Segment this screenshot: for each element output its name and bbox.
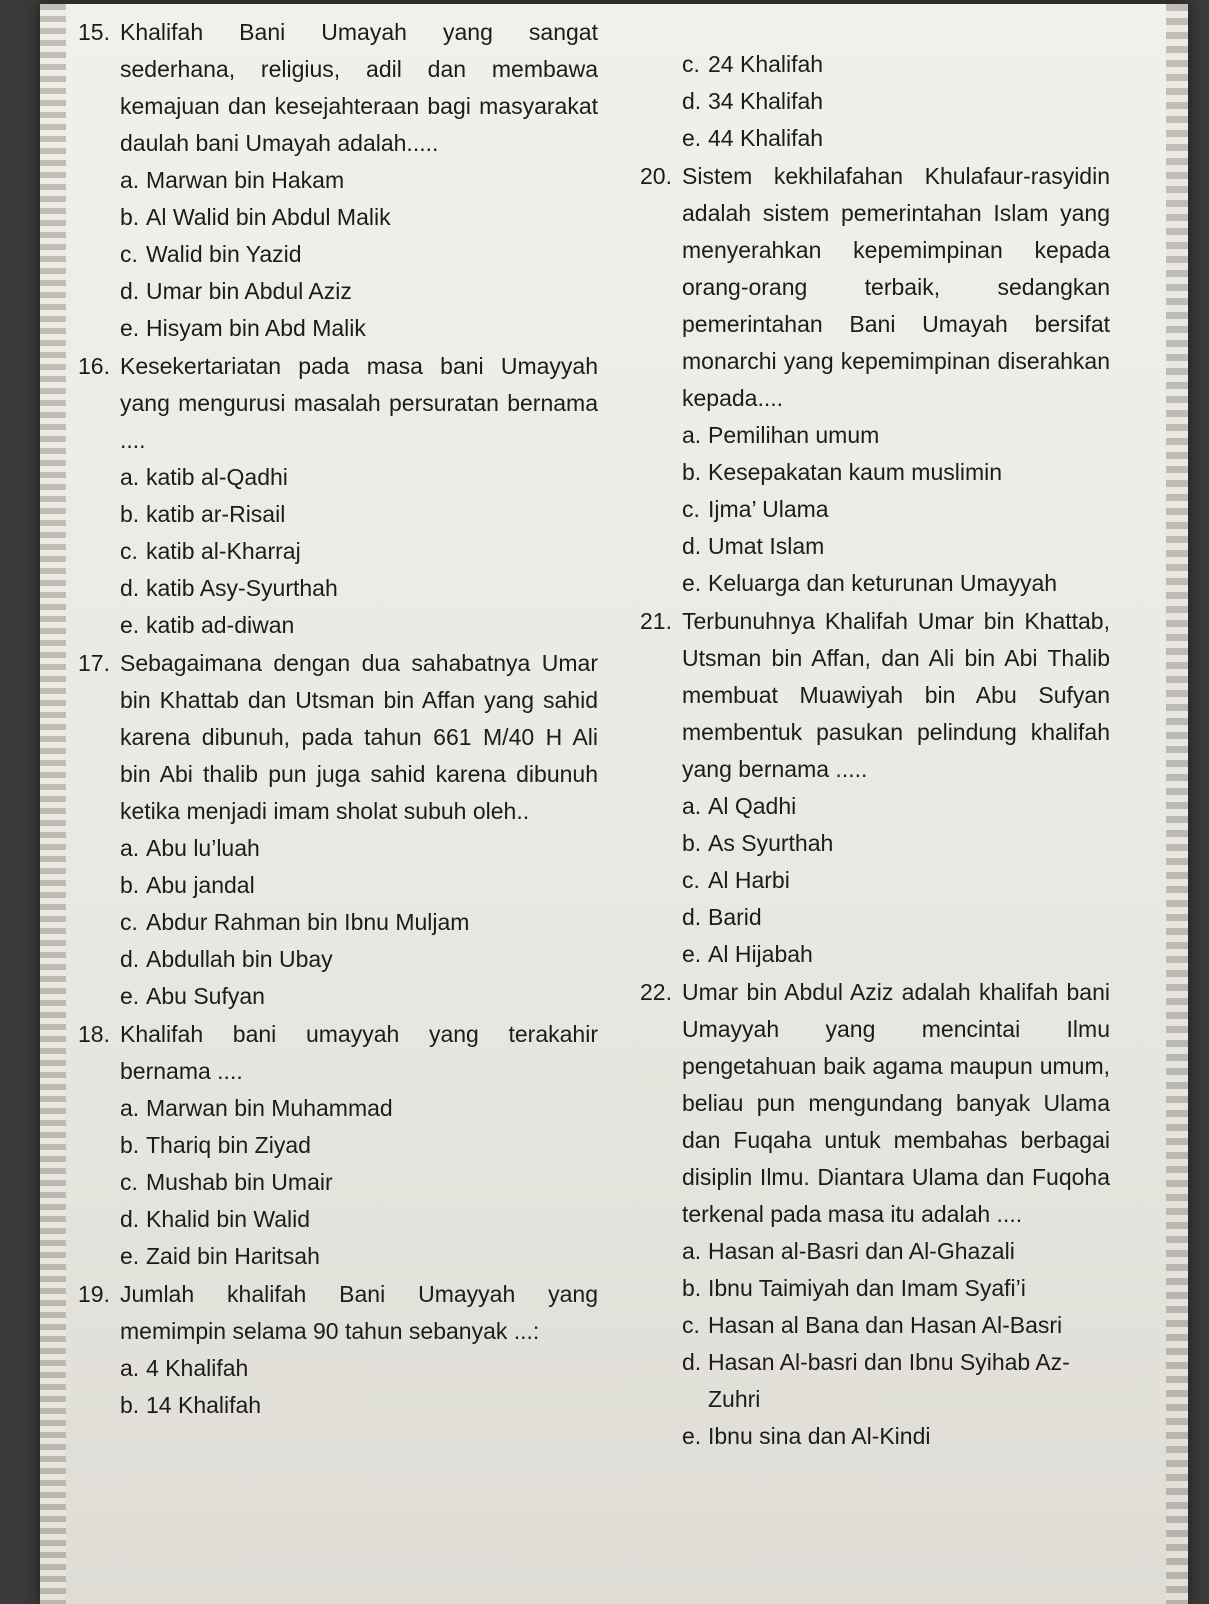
option-d	[682, 899, 1110, 936]
option-letter: e.	[120, 612, 140, 638]
option-text: Walid bin Yazid	[146, 241, 302, 267]
option-a	[120, 459, 598, 496]
option-letter: b.	[120, 1132, 140, 1158]
option-letter: b.	[120, 1392, 140, 1418]
question-number: 17.	[78, 650, 110, 676]
option-text: Al Qadhi	[708, 793, 797, 819]
option-text: Khalid bin Walid	[146, 1206, 311, 1232]
option-d	[120, 941, 598, 978]
option-text: Abu Sufyan	[146, 983, 265, 1009]
option-c	[120, 1164, 598, 1201]
option-d	[120, 1201, 598, 1238]
option-b	[120, 496, 598, 533]
option-a	[682, 1233, 1110, 1270]
option-letter: b.	[682, 459, 702, 485]
option-letter: e.	[120, 983, 140, 1009]
option-letter: c.	[682, 496, 700, 522]
option-text: Hasan Al-basri dan Ibnu Syihab Az-Zuhri	[708, 1349, 1070, 1412]
option-letter: b.	[120, 501, 140, 527]
question-number: 18.	[78, 1021, 110, 1047]
option-letter: c.	[682, 1312, 700, 1338]
option-text: katib al-Qadhi	[146, 464, 288, 490]
option-text: As Syurthah	[708, 830, 834, 856]
option-d	[120, 570, 598, 607]
option-letter: c.	[120, 909, 138, 935]
option-e	[120, 978, 598, 1015]
option-text: Al Hijabah	[708, 941, 813, 967]
option-a	[120, 1350, 598, 1387]
option-text: Ijma’ Ulama	[708, 496, 829, 522]
option-letter: d.	[682, 88, 702, 114]
option-text: Hasan al Bana dan Hasan Al-Basri	[708, 1312, 1063, 1338]
option-letter: e.	[120, 315, 140, 341]
option-text: katib Asy-Syurthah	[146, 575, 338, 601]
question-18	[78, 1016, 598, 1275]
option-a	[682, 788, 1110, 825]
option-e	[682, 936, 1110, 973]
binder-edge-left	[40, 4, 66, 1604]
option-letter: e.	[120, 1243, 140, 1269]
option-letter: c.	[120, 241, 138, 267]
option-e	[682, 120, 1110, 157]
option-text: Al Harbi	[708, 867, 790, 893]
option-letter: d.	[120, 1206, 140, 1232]
question-text: Sebagaimana dengan dua sahabatnya Umar bin Khattab dan Utsman bin Affan yang sahid karena dibunuh, pada tahun 661 M/40 H Ali bin Abi thalib pun juga sahid karena dibunuh ketika menjadi imam sholat subuh oleh..	[120, 650, 598, 824]
question-number: 21.	[640, 608, 672, 634]
option-c	[682, 491, 1110, 528]
question-number: 22.	[640, 979, 672, 1005]
option-d	[682, 528, 1110, 565]
option-letter: d.	[682, 904, 702, 930]
question-number: 16.	[78, 353, 110, 379]
option-text: 4 Khalifah	[146, 1355, 249, 1381]
option-c	[682, 46, 1110, 83]
option-letter: b.	[120, 204, 140, 230]
option-text: Keluarga dan keturunan Umayyah	[708, 570, 1058, 596]
option-text: katib ad-diwan	[146, 612, 295, 638]
option-text: Ibnu sina dan Al-Kindi	[708, 1423, 931, 1449]
option-text: Kesepakatan kaum muslimin	[708, 459, 1003, 485]
option-letter: d.	[120, 575, 140, 601]
question-text: Jumlah khalifah Bani Umayyah yang memimpin selama 90 tahun sebanyak ...:	[120, 1281, 598, 1344]
option-letter: d.	[120, 278, 140, 304]
option-letter: d.	[682, 533, 702, 559]
right-column	[640, 46, 1110, 1456]
option-letter: d.	[682, 1349, 702, 1375]
option-letter: a.	[120, 167, 140, 193]
option-letter: a.	[682, 793, 702, 819]
option-letter: b.	[682, 830, 702, 856]
option-e	[120, 1238, 598, 1275]
option-b	[682, 454, 1110, 491]
question-number: 20.	[640, 163, 672, 189]
option-c	[120, 533, 598, 570]
option-text: katib ar-Risail	[146, 501, 286, 527]
option-c	[120, 236, 598, 273]
option-text: Abu jandal	[146, 872, 255, 898]
question-text: Sistem kekhilafahan Khulafaur-rasyidin adalah sistem pemerintahan Islam yang menyerahkan kepemimpinan kepada orang-orang terbaik, sedangkan pemerintahan Bani Umayah bersifat monarchi yang kepemimpinan diserahkan kepada....	[682, 163, 1110, 411]
option-a	[120, 162, 598, 199]
question-text: Khalifah bani umayyah yang terakahir bernama ....	[120, 1021, 598, 1084]
left-column	[78, 14, 598, 1425]
option-letter: b.	[682, 1275, 702, 1301]
option-b	[120, 1387, 598, 1424]
option-letter: c.	[120, 538, 138, 564]
question-22	[640, 974, 1110, 1455]
option-letter: e.	[682, 570, 702, 596]
option-b	[120, 1127, 598, 1164]
option-e	[120, 607, 598, 644]
option-text: 44 Khalifah	[708, 125, 824, 151]
option-e	[120, 310, 598, 347]
option-text: Al Walid bin Abdul Malik	[146, 204, 391, 230]
option-letter: a.	[120, 1095, 140, 1121]
option-a	[120, 1090, 598, 1127]
option-letter: e.	[682, 125, 702, 151]
question-number: 15.	[78, 19, 110, 45]
option-text: Mushab bin Umair	[146, 1169, 333, 1195]
option-text: Hasan al-Basri dan Al-Ghazali	[708, 1238, 1015, 1264]
option-letter: e.	[682, 941, 702, 967]
question-17	[78, 645, 598, 1015]
question-number: 19.	[78, 1281, 110, 1307]
option-text: Umar bin Abdul Aziz	[146, 278, 352, 304]
question-text: Kesekertariatan pada masa bani Umayyah yang mengurusi masalah persuratan bernama ....	[120, 353, 598, 453]
option-letter: a.	[120, 1355, 140, 1381]
question-20	[640, 158, 1110, 602]
option-letter: c.	[120, 1169, 138, 1195]
question-text: Terbunuhnya Khalifah Umar bin Khattab, Utsman bin Affan, dan Ali bin Abi Thalib membuat Muawiyah bin Abu Sufyan membentuk pasukan pelindung khalifah yang bernama .....	[682, 608, 1110, 782]
option-letter: c.	[682, 867, 700, 893]
option-letter: a.	[682, 1238, 702, 1264]
option-text: Umat Islam	[708, 533, 825, 559]
option-a	[682, 417, 1110, 454]
option-text: 14 Khalifah	[146, 1392, 262, 1418]
option-e	[682, 565, 1110, 602]
question-19-continued	[640, 46, 1110, 157]
question-text: Umar bin Abdul Aziz adalah khalifah bani Umayyah yang mencintai Ilmu pengetahuan baik agama maupun umum, beliau pun mengundang banyak Ulama dan Fuqaha untuk membahas berbagai disiplin Ilmu. Diantara Ulama dan Fuqoha terkenal pada masa itu adalah ....	[682, 979, 1110, 1227]
option-d	[682, 1344, 1110, 1418]
option-text: Ibnu Taimiyah dan Imam Syafi’i	[708, 1275, 1026, 1301]
option-text: Abdur Rahman bin Ibnu Muljam	[146, 909, 470, 935]
option-a	[120, 830, 598, 867]
option-letter: a.	[120, 464, 140, 490]
option-letter: b.	[120, 872, 140, 898]
option-text: Zaid bin Haritsah	[146, 1243, 320, 1269]
option-letter: e.	[682, 1423, 702, 1449]
option-text: Pemilihan umum	[708, 422, 880, 448]
option-text: katib al-Kharraj	[146, 538, 301, 564]
question-21	[640, 603, 1110, 973]
option-letter: a.	[682, 422, 702, 448]
option-b	[682, 825, 1110, 862]
option-b	[682, 1270, 1110, 1307]
question-text: Khalifah Bani Umayah yang sangat sederhana, religius, adil dan membawa kemajuan dan kesejahteraan bagi masyarakat daulah bani Umayah adalah.....	[120, 19, 598, 156]
option-d	[120, 273, 598, 310]
question-19	[78, 1276, 598, 1424]
option-e	[682, 1418, 1110, 1455]
option-d	[682, 83, 1110, 120]
option-c	[120, 904, 598, 941]
option-text: Marwan bin Muhammad	[146, 1095, 393, 1121]
option-text: Marwan bin Hakam	[146, 167, 345, 193]
option-letter: c.	[682, 51, 700, 77]
option-text: Abu lu’luah	[146, 835, 260, 861]
option-c	[682, 862, 1110, 899]
binder-edge-right	[1166, 4, 1188, 1604]
option-b	[120, 199, 598, 236]
option-text: Barid	[708, 904, 762, 930]
option-c	[682, 1307, 1110, 1344]
option-text: 24 Khalifah	[708, 51, 824, 77]
option-text: Abdullah bin Ubay	[146, 946, 333, 972]
question-15	[78, 14, 598, 347]
option-text: 34 Khalifah	[708, 88, 824, 114]
option-letter: a.	[120, 835, 140, 861]
option-b	[120, 867, 598, 904]
option-letter: d.	[120, 946, 140, 972]
option-text: Thariq bin Ziyad	[146, 1132, 311, 1158]
option-text: Hisyam bin Abd Malik	[146, 315, 366, 341]
question-16	[78, 348, 598, 644]
